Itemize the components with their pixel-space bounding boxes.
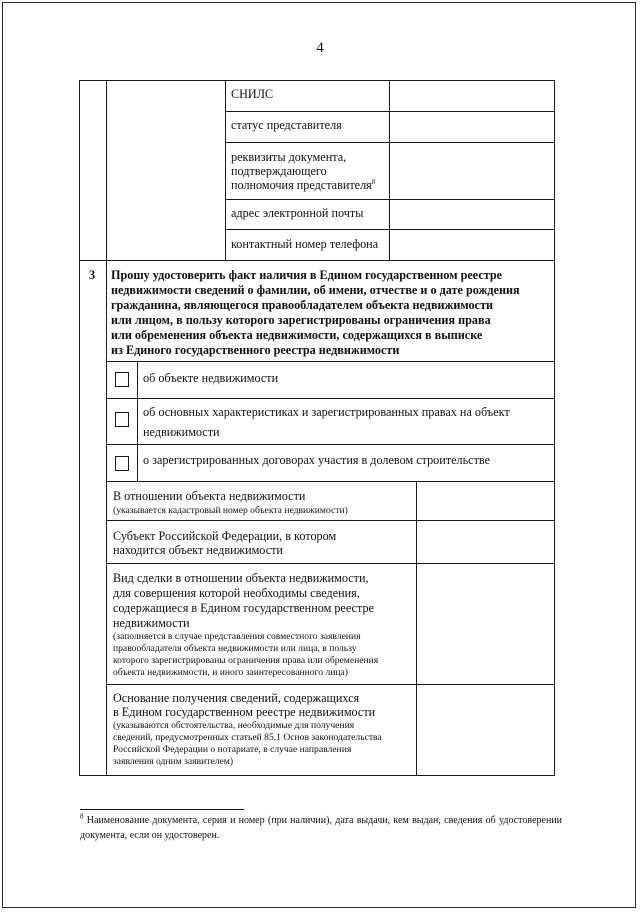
request-line-4: или лицом, в пользу которого зарегистрированы ограничения права: [111, 313, 491, 327]
request-line-2: недвижимости сведений о фамилии, об имени, отчестве и о дате рождения: [111, 283, 520, 297]
section-divider: [79, 260, 555, 261]
row-divider: [106, 361, 555, 362]
table-border-right: [554, 80, 555, 776]
representative-status-label: статус представителя: [231, 118, 342, 132]
lower-value-column-line: [416, 481, 417, 776]
option-characteristics-line-1: об основных характеристиках и зарегистрированных правах на объект: [143, 405, 510, 419]
request-line-1: Прошу удостоверить факт наличия в Едином государственном реестре: [111, 268, 503, 282]
table-border-bottom: [79, 775, 555, 776]
row-divider: [106, 563, 555, 564]
checkbox-column-line: [137, 361, 138, 481]
document-requisites-line-2: подтверждающего: [231, 164, 327, 178]
basis-hint-line-2: сведений, предусмотренных статьей 85.1 Основ законодательства: [113, 732, 382, 743]
deal-line-4: недвижимости: [113, 616, 190, 630]
deal-hint-line-3: которого зарегистрированы ограничения права или обременения: [113, 655, 379, 666]
row-divider: [225, 111, 555, 112]
option-characteristics-line-2: недвижимости: [143, 425, 220, 439]
request-line-3: гражданина, являющегося правообладателем объекта недвижимости: [111, 298, 494, 312]
request-line-5: или обременения объекта недвижимости, содержащихся в выписке: [111, 328, 483, 342]
table-border-top: [79, 80, 555, 81]
deal-hint-line-1: (заполняется в случае представления совместного заявления: [113, 631, 361, 642]
label-column-line: [225, 80, 226, 260]
basis-hint-line-3: Российской Федерации о нотариате, в случае направления: [113, 744, 352, 755]
deal-hint-line-4: объекта недвижимости, и иного заинтересованного лица): [113, 667, 348, 678]
object-label: В отношении объекта недвижимости: [113, 489, 306, 503]
value-column-line: [389, 80, 390, 260]
subject-line-1: Субъект Российской Федерации, в котором: [113, 529, 337, 543]
document-requisites-line-1: реквизиты документа,: [231, 150, 347, 164]
checkbox-shared-construction[interactable]: [115, 456, 129, 471]
basis-line-1: Основание получения сведений, содержащихся: [113, 691, 360, 705]
footnote-rule: [80, 809, 244, 810]
footnote-text: Наименование документа, серия и номер (при наличии), дата выдачи, кем выдан, сведения об удостоверении документа, если он удостоверен.: [80, 815, 563, 841]
object-hint: (указывается кадастровый номер объекта недвижимости): [113, 505, 348, 516]
footnote-mark: 8: [371, 177, 376, 186]
footnote: [80, 813, 562, 843]
row-divider: [106, 520, 555, 521]
email-label: адрес электронной почты: [231, 206, 364, 220]
basis-hint-line-1: (указываются обстоятельства, необходимые для получения: [113, 720, 355, 731]
page-number: 4: [316, 40, 324, 56]
checkbox-object[interactable]: [115, 372, 129, 387]
option-object-label: об объекте недвижимости: [143, 371, 279, 385]
snils-label: СНИЛС: [231, 87, 274, 101]
row-divider: [106, 398, 555, 399]
checkbox-characteristics[interactable]: [115, 412, 129, 427]
request-line-6: из Единого государственного реестра недвижимости: [111, 343, 400, 357]
option-shared-construction-label: о зарегистрированных договорах участия в долевом строительстве: [143, 453, 491, 467]
number-column-line: [106, 80, 107, 776]
section-number: 3: [89, 268, 96, 282]
basis-line-2: в Едином государственном реестре недвижимости: [113, 705, 376, 719]
deal-hint-line-2: правообладателя объекта недвижимости или лица, в пользу: [113, 643, 357, 654]
basis-hint-line-4: заявления одним заявителем): [113, 756, 234, 767]
deal-line-1: Вид сделки в отношении объекта недвижимости,: [113, 571, 369, 585]
table-border-left: [79, 80, 80, 776]
row-divider: [106, 481, 555, 482]
document-requisites-line-3: полномочия представителя$^8$: [231, 177, 376, 192]
row-divider: [225, 199, 555, 200]
deal-line-2: для совершения которой необходимы сведения,: [113, 586, 360, 600]
deal-line-3: содержащиеся в Едином государственном реестре: [113, 601, 374, 615]
row-divider: [225, 142, 555, 143]
footnote-number: 8: [80, 812, 84, 821]
row-divider: [106, 684, 555, 685]
row-divider: [225, 229, 555, 230]
row-divider: [106, 444, 555, 445]
phone-label: контактный номер телефона: [231, 237, 379, 251]
subject-line-2: находится объект недвижимости: [113, 543, 283, 557]
